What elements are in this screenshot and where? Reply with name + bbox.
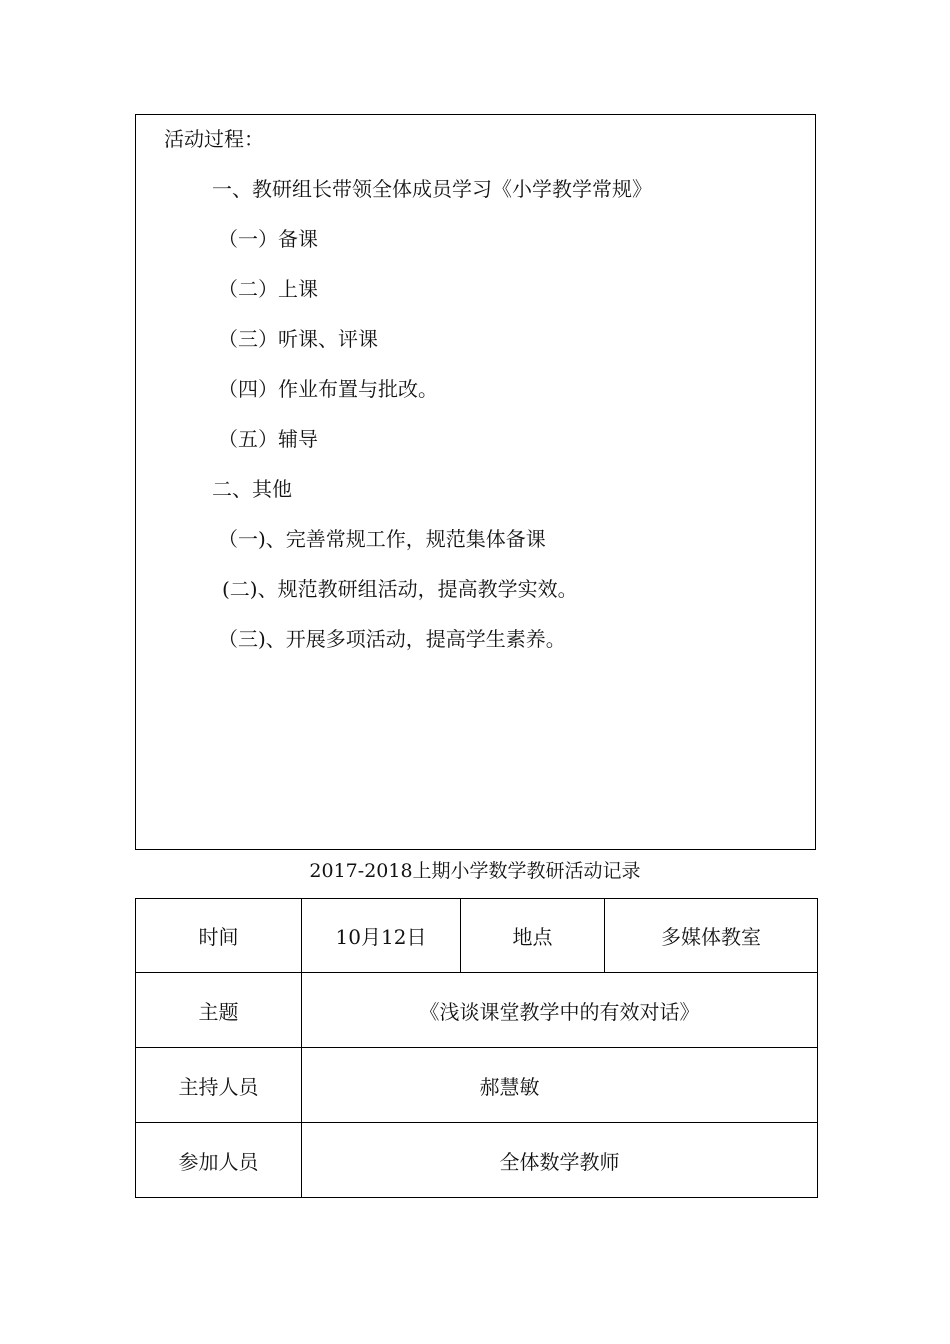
time-value: 10月12日 xyxy=(302,899,461,973)
process-heading: 活动过程： xyxy=(164,127,264,151)
place-value: 多媒体教室 xyxy=(605,899,818,973)
time-label: 时间 xyxy=(136,899,302,973)
table-row xyxy=(136,1123,818,1198)
list-item: （五）辅导 xyxy=(218,427,318,451)
list-item: （三)、开展多项活动，提高学生素养。 xyxy=(218,627,566,651)
topic-label: 主题 xyxy=(136,973,302,1048)
record-title: 2017-2018上期小学数学教研活动记录 xyxy=(309,860,641,882)
list-item: （一）备课 xyxy=(218,227,318,251)
list-item: (二)、规范教研组活动，提高教学实效。 xyxy=(222,577,578,601)
section-1-heading: 一、教研组长带领全体成员学习《小学教学常规》 xyxy=(212,177,652,201)
list-item: （四）作业布置与批改。 xyxy=(218,377,438,401)
host-label: 主持人员 xyxy=(136,1048,302,1123)
table-row xyxy=(136,899,818,973)
participants-label: 参加人员 xyxy=(136,1123,302,1198)
section-2-heading: 二、其他 xyxy=(212,477,292,501)
list-item: （一)、完善常规工作，规范集体备课 xyxy=(218,527,546,551)
record-table xyxy=(135,898,818,1198)
list-item: （二）上课 xyxy=(218,277,318,301)
participants-value: 全体数学教师 xyxy=(302,1123,818,1198)
place-label: 地点 xyxy=(461,899,605,973)
host-value: 郝慧敏 xyxy=(302,1048,818,1123)
table-row xyxy=(136,973,818,1048)
topic-value: 《浅谈课堂教学中的有效对话》 xyxy=(302,973,818,1048)
list-item: （三）听课、评课 xyxy=(218,327,378,351)
table-row xyxy=(136,1048,818,1123)
